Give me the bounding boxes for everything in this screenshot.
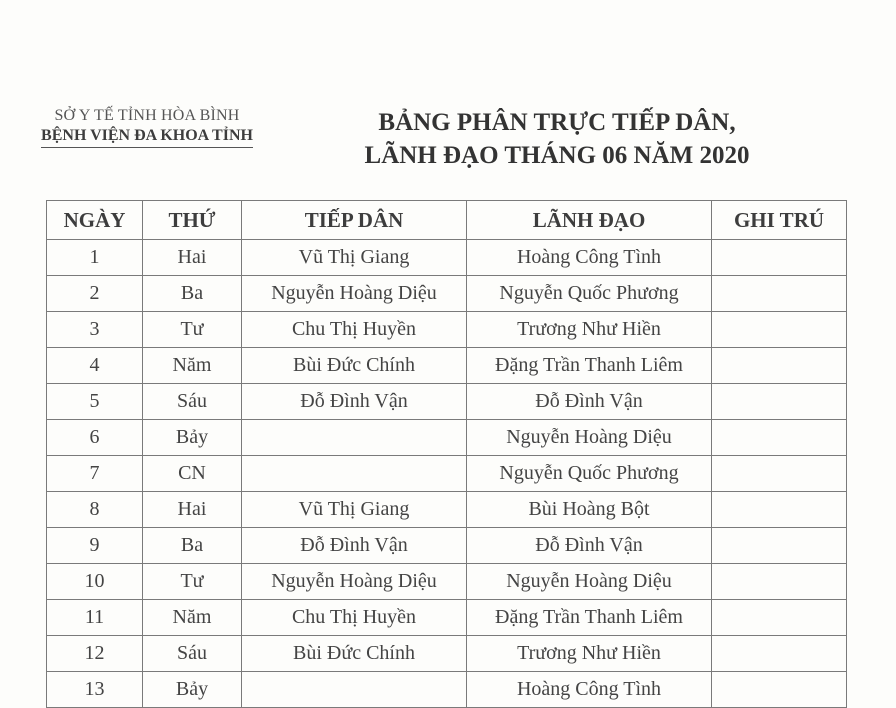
cell-notes (712, 420, 847, 456)
cell-citizen-reception: Vũ Thị Giang (242, 240, 467, 276)
organization-block (16, 106, 278, 148)
cell-day: 3 (47, 312, 143, 348)
cell-leadership: Nguyễn Hoàng Diệu (467, 420, 712, 456)
table-row (47, 456, 847, 492)
cell-leadership: Hoàng Công Tình (467, 240, 712, 276)
table-row (47, 600, 847, 636)
cell-leadership: Nguyễn Quốc Phương (467, 456, 712, 492)
cell-notes (712, 672, 847, 708)
cell-weekday: Bảy (143, 420, 242, 456)
cell-leadership: Đỗ Đình Vận (467, 528, 712, 564)
cell-day: 10 (47, 564, 143, 600)
cell-citizen-reception (242, 420, 467, 456)
cell-notes (712, 528, 847, 564)
cell-day: 5 (47, 384, 143, 420)
cell-notes (712, 600, 847, 636)
cell-leadership: Đỗ Đình Vận (467, 384, 712, 420)
cell-citizen-reception: Vũ Thị Giang (242, 492, 467, 528)
table-row (47, 492, 847, 528)
cell-day: 13 (47, 672, 143, 708)
cell-day: 8 (47, 492, 143, 528)
cell-weekday: Tư (143, 564, 242, 600)
cell-notes (712, 240, 847, 276)
cell-leadership: Trương Như Hiền (467, 312, 712, 348)
cell-notes (712, 456, 847, 492)
cell-day: 4 (47, 348, 143, 384)
cell-day: 2 (47, 276, 143, 312)
cell-leadership: Đặng Trần Thanh Liêm (467, 348, 712, 384)
column-header-notes: GHI TRÚ (712, 201, 847, 240)
cell-citizen-reception: Chu Thị Huyền (242, 312, 467, 348)
table-row (47, 636, 847, 672)
table-row (47, 348, 847, 384)
hospital-name: BỆNH VIỆN ĐA KHOA TỈNH (41, 126, 253, 148)
cell-weekday: Năm (143, 600, 242, 636)
cell-weekday: Ba (143, 528, 242, 564)
cell-citizen-reception: Bùi Đức Chính (242, 348, 467, 384)
column-header-leadership: LÃNH ĐẠO (467, 201, 712, 240)
parent-department: SỞ Y TẾ TỈNH HÒA BÌNH (54, 107, 240, 124)
table-row (47, 384, 847, 420)
duty-roster-table (46, 200, 847, 708)
cell-citizen-reception (242, 456, 467, 492)
cell-notes (712, 564, 847, 600)
cell-weekday: Tư (143, 312, 242, 348)
column-header-day: NGÀY (47, 201, 143, 240)
cell-weekday: CN (143, 456, 242, 492)
cell-weekday: Sáu (143, 384, 242, 420)
table-row (47, 312, 847, 348)
cell-leadership: Nguyễn Hoàng Diệu (467, 564, 712, 600)
cell-leadership: Nguyễn Quốc Phương (467, 276, 712, 312)
column-header-weekday: THỨ (143, 201, 242, 240)
cell-leadership: Đặng Trần Thanh Liêm (467, 600, 712, 636)
cell-weekday: Sáu (143, 636, 242, 672)
table-row (47, 420, 847, 456)
cell-notes (712, 384, 847, 420)
cell-weekday: Bảy (143, 672, 242, 708)
table-row (47, 564, 847, 600)
cell-citizen-reception: Bùi Đức Chính (242, 636, 467, 672)
cell-notes (712, 312, 847, 348)
cell-leadership: Trương Như Hiền (467, 636, 712, 672)
cell-notes (712, 492, 847, 528)
title-line-2: LÃNH ĐẠO THÁNG 06 NĂM 2020 (364, 142, 750, 169)
table-row (47, 672, 847, 708)
cell-citizen-reception: Nguyễn Hoàng Diệu (242, 276, 467, 312)
cell-notes (712, 636, 847, 672)
cell-citizen-reception: Đỗ Đình Vận (242, 528, 467, 564)
cell-weekday: Ba (143, 276, 242, 312)
cell-citizen-reception: Chu Thị Huyền (242, 600, 467, 636)
table-row (47, 240, 847, 276)
cell-weekday: Hai (143, 492, 242, 528)
cell-weekday: Năm (143, 348, 242, 384)
cell-day: 7 (47, 456, 143, 492)
cell-day: 9 (47, 528, 143, 564)
cell-leadership: Bùi Hoàng Bột (467, 492, 712, 528)
table-row (47, 528, 847, 564)
cell-day: 11 (47, 600, 143, 636)
cell-leadership: Hoàng Công Tình (467, 672, 712, 708)
cell-day: 12 (47, 636, 143, 672)
cell-day: 1 (47, 240, 143, 276)
cell-citizen-reception: Nguyễn Hoàng Diệu (242, 564, 467, 600)
column-header-citizen-reception: TIẾP DÂN (242, 201, 467, 240)
title-line-1: BẢNG PHÂN TRỰC TIẾP DÂN, (378, 109, 736, 136)
cell-day: 6 (47, 420, 143, 456)
cell-notes (712, 276, 847, 312)
table-row (47, 276, 847, 312)
table-header-row (47, 201, 847, 240)
cell-citizen-reception: Đỗ Đình Vận (242, 384, 467, 420)
document-title (316, 106, 798, 172)
cell-weekday: Hai (143, 240, 242, 276)
cell-citizen-reception (242, 672, 467, 708)
cell-notes (712, 348, 847, 384)
